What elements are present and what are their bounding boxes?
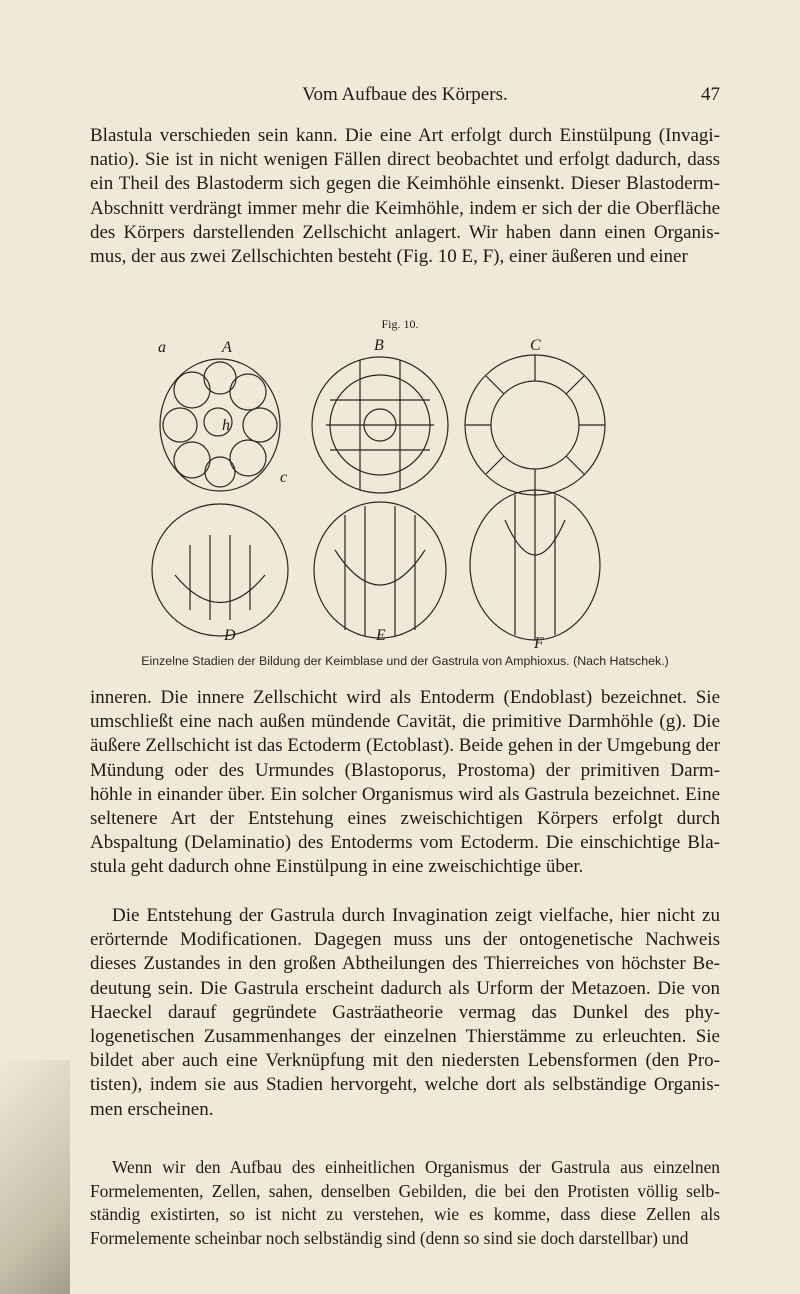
page-shadow — [0, 1060, 70, 1294]
annotation-a: a — [158, 339, 166, 356]
annotation-c: c — [280, 469, 288, 486]
paragraph-1: Blastula verschieden sein kann. Die eine Art erfolgt durch Einstülpung (Invagi- natio). Sie ist in nicht wenigen Fällen direct beobachtet und erfolgt dadurch, dass ein Theil des Blastoderm sich gegen die Keimhöhle einsenkt. Dieser Blastoderm- Abschnitt verdrängt immer mehr die Keimhöhle, indem er sich der die Oberfläche des Körpers darstellenden Zellschicht anlagert. Wir haben dann einen Organis- mus, der aus zwei Zellschichten besteht (Fig. 10 E, F), einer äußeren und einer — [90, 125, 720, 268]
panel-a-drawing — [160, 359, 280, 491]
panel-label-a: A — [222, 339, 232, 356]
panel-e-drawing — [314, 502, 446, 638]
annotation-h: h — [222, 417, 230, 434]
figure-caption: Einzelne Stadien der Bildung der Keimblase und der Gastrula von Amphioxus. (Nach Hatschek.) — [141, 654, 669, 668]
panel-d-drawing — [152, 504, 288, 636]
running-header — [90, 84, 720, 110]
panel-label-e: E — [376, 627, 386, 644]
panel-f-drawing — [470, 490, 600, 640]
running-title: Vom Aufbaue des Körpers. — [302, 84, 508, 105]
panel-label-d: D — [224, 627, 236, 644]
figure-illustration — [130, 330, 630, 650]
panel-label-b: B — [374, 337, 384, 354]
paragraph-2: inneren. Die innere Zellschicht wird als Entoderm (Endoblast) bezeichnet. Sie umschließt eine nach außen mündende Cavität, die primitive Darmhöhle (g). Die äußere Zellschicht ist das Ectoderm (Ectoblast). Beide gehen in der Umgebung der Mündung oder des Urmundes (Blastoporus, Prostoma) der primitiven Darm- höhle in einander über. Ein solcher Organismus wird als Gastrula bezeichnet. Eine seltenere Art der Entstehung eines zweischichtigen Körpers erfolgt durch Abspaltung (Delaminatio) des Entoderms vom Ectoderm. Die einschichtige Bla- stula geht dadurch ohne Einstülpung in eine zweischichtige über. — [90, 687, 720, 878]
panel-label-c: C — [530, 337, 541, 354]
figure-label: Fig. 10. — [381, 317, 419, 331]
panel-c-drawing — [465, 355, 605, 495]
paragraph-3: Die Entstehung der Gastrula durch Invagination zeigt vielfache, hier nicht zu erörternde Modificationen. Dagegen muss uns der ontogenetische Nachweis dieses Zustandes in den großen Abtheilungen des Thierreiches von höchster Be- deutung sein. Die Gastrula erscheint dadurch als Urform der Metazoen. Die von Haeckel darauf gegründete Gasträatheorie vermag das Dunkel des phy- logenetischen Zusammenhanges der einzelnen Thierstämme zu erleuchten. Sie bildet aber auch eine Verknüpfung mit den niedersten Lebensformen (den Pro- tisten), indem sie aus Stadien hervorgeht, welche dort als selbständige Organis- men erscheinen. — [90, 905, 720, 1120]
panel-label-f: F — [534, 635, 544, 650]
page-number: 47 — [701, 84, 720, 105]
paragraph-4: Wenn wir den Aufbau des einheitlichen Organismus der Gastrula aus einzelnen Formelementen, Zellen, sahen, denselben Gebilden, die bei den Protisten völlig selb- ständig existirten, so ist nicht zu verstehen, wie es komme, dass diese Zellen als Formelemente scheinbar noch selbständig sind (denn so sind sie doch darstellbar) und — [90, 1157, 720, 1248]
panel-b-drawing — [312, 357, 448, 493]
